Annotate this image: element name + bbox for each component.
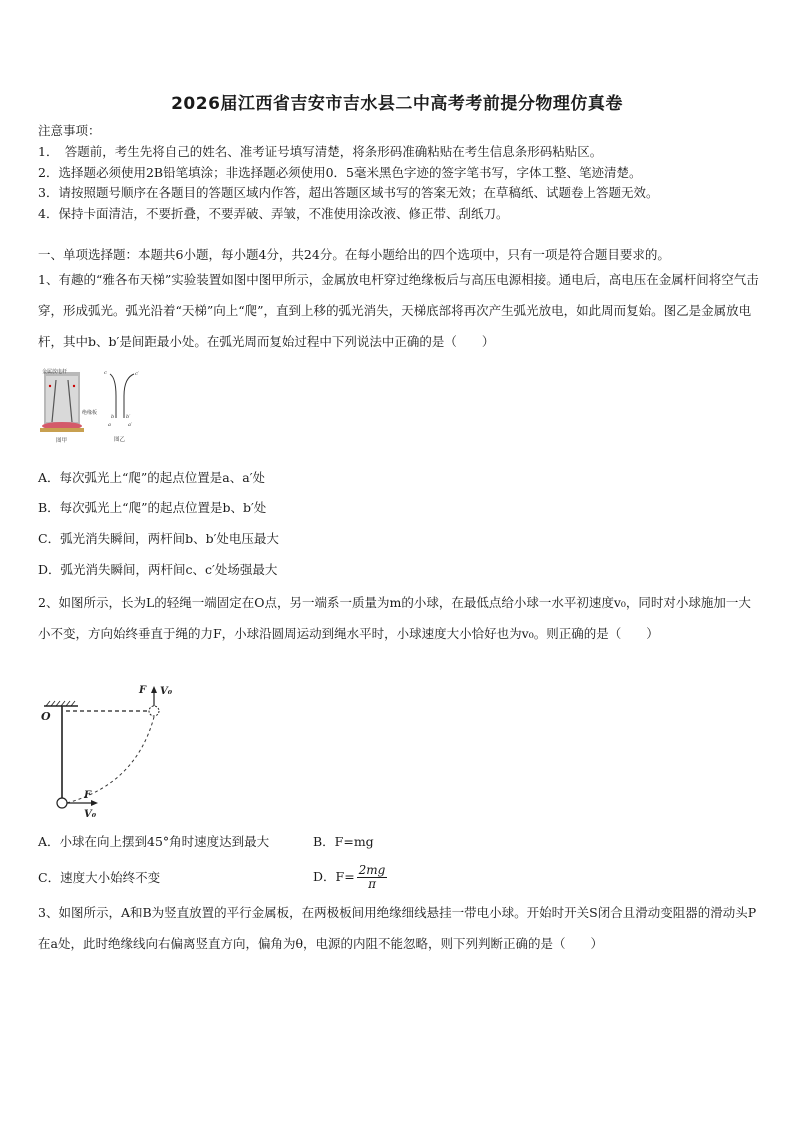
label-fig-b: 图乙	[114, 437, 126, 443]
svg-text:c′: c′	[135, 371, 139, 377]
page-title: 2026届江西省吉安市吉水县二中高考考前提分物理仿真卷	[171, 94, 623, 114]
pendulum-figure	[36, 684, 176, 820]
notice-item-2: 2．选择题必须使用2B铅笔填涂；非选择题必须使用0．5毫米黑色字迹的签字笔书写，字体工整、笔迹清楚。	[38, 165, 642, 180]
svg-text:V₀: V₀	[160, 686, 173, 697]
label-rod: 金属放电杆	[42, 369, 68, 375]
notice-item-1: 1． 答题前，考生先将自己的姓名、准考证号填写清楚，将条形码准确粘贴在考生信息条形码粘贴区。	[38, 144, 603, 159]
svg-text:a: a	[108, 422, 111, 428]
svg-text:b: b	[111, 414, 115, 420]
q2-option-c: C．速度大小始终不变	[38, 870, 161, 885]
jacob-ladder-figure	[38, 366, 150, 446]
ball-bottom	[57, 798, 67, 808]
notice-item-3: 3．请按照题号顺序在各题目的答题区域内作答，超出答题区域书写的答案无效；在草稿纸、试题卷上答题无效。	[38, 185, 659, 200]
trajectory-arc	[67, 717, 154, 803]
point-o-label: O	[41, 710, 51, 723]
rod-right	[124, 374, 134, 418]
svg-text:F: F	[139, 685, 147, 696]
q2-option-d	[313, 860, 387, 894]
question-2-stem: 2、如图所示，长为L的轻绳一端固定在O点，另一端系一质量为m的小球，在最低点给小球一水平初速度v₀，同时对小球施加一大小不变，方向始终垂直于绳的力F，小球沿圆周运动到绳水平时，小球速度大小恰好也为v₀。则正确的是（ ）	[38, 595, 751, 641]
q1-option-d: D．弧光消失瞬间，两杆间c、c′处场强最大	[38, 562, 278, 577]
q2-option-a: A．小球在向上摆到45°角时速度达到最大	[38, 834, 270, 849]
q1-option-b: B．每次弧光上“爬”的起点位置是b、b′处	[38, 500, 267, 515]
svg-text:b′: b′	[126, 414, 131, 420]
question-1-stem: 1、有趣的“雅各布天梯”实验装置如图中图甲所示，金属放电杆穿过绝缘板后与高压电源相接。通电后，高电压在金属杆间将空气击穿，形成弧光。弧光沿着“天梯”向上“爬”，直到上移的弧光消失，天梯底部将再次产生弧光放电，如此周而复始。图乙是金属放电杆，其中b、b′是间距最小处。在弧光周而复始过程中下列说法中正确的是（ ）	[38, 272, 759, 349]
q2-option-d-fraction	[357, 864, 388, 891]
svg-text:c: c	[104, 370, 107, 376]
svg-text:F: F	[84, 790, 92, 801]
label-fig-a: 图甲	[56, 438, 68, 444]
q2-option-b: B．F=mg	[313, 834, 374, 849]
fraction-denominator: π	[368, 877, 376, 891]
svg-text:V₀: V₀	[84, 809, 97, 820]
fraction-numerator: 2mg	[358, 863, 386, 877]
notice-item-4: 4．保持卡面清洁，不要折叠，不要弄破、弄皱，不准使用涂改液、修正带、刮纸刀。	[38, 206, 509, 221]
rod-left	[110, 374, 116, 418]
q1-option-c: C．弧光消失瞬间，两杆间b、b′处电压最大	[38, 531, 279, 546]
q1-option-a: A．每次弧光上“爬”的起点位置是a、a′处	[38, 470, 266, 485]
question-3-stem: 3、如图所示，A和B为竖直放置的平行金属板，在两极板间用绝缘细线悬挂一带电小球。开始时开关S闭合且滑动变阻器的滑动头P在a处，此时绝缘线向右偏离竖直方向，偏角为θ，电源的内阻不能忽略，则下列判断正确的是（ ）	[38, 905, 757, 951]
notice-heading: 注意事项：	[38, 123, 101, 138]
label-board: 绝缘板	[82, 410, 98, 416]
svg-text:a′: a′	[128, 422, 133, 428]
section-heading: 一、单项选择题：本题共6小题，每小题4分，共24分。在每小题给出的四个选项中，只有一项是符合题目要求的。	[38, 247, 670, 262]
ball-top	[149, 706, 159, 716]
q2-option-d-prefix: D．F=	[313, 869, 355, 884]
